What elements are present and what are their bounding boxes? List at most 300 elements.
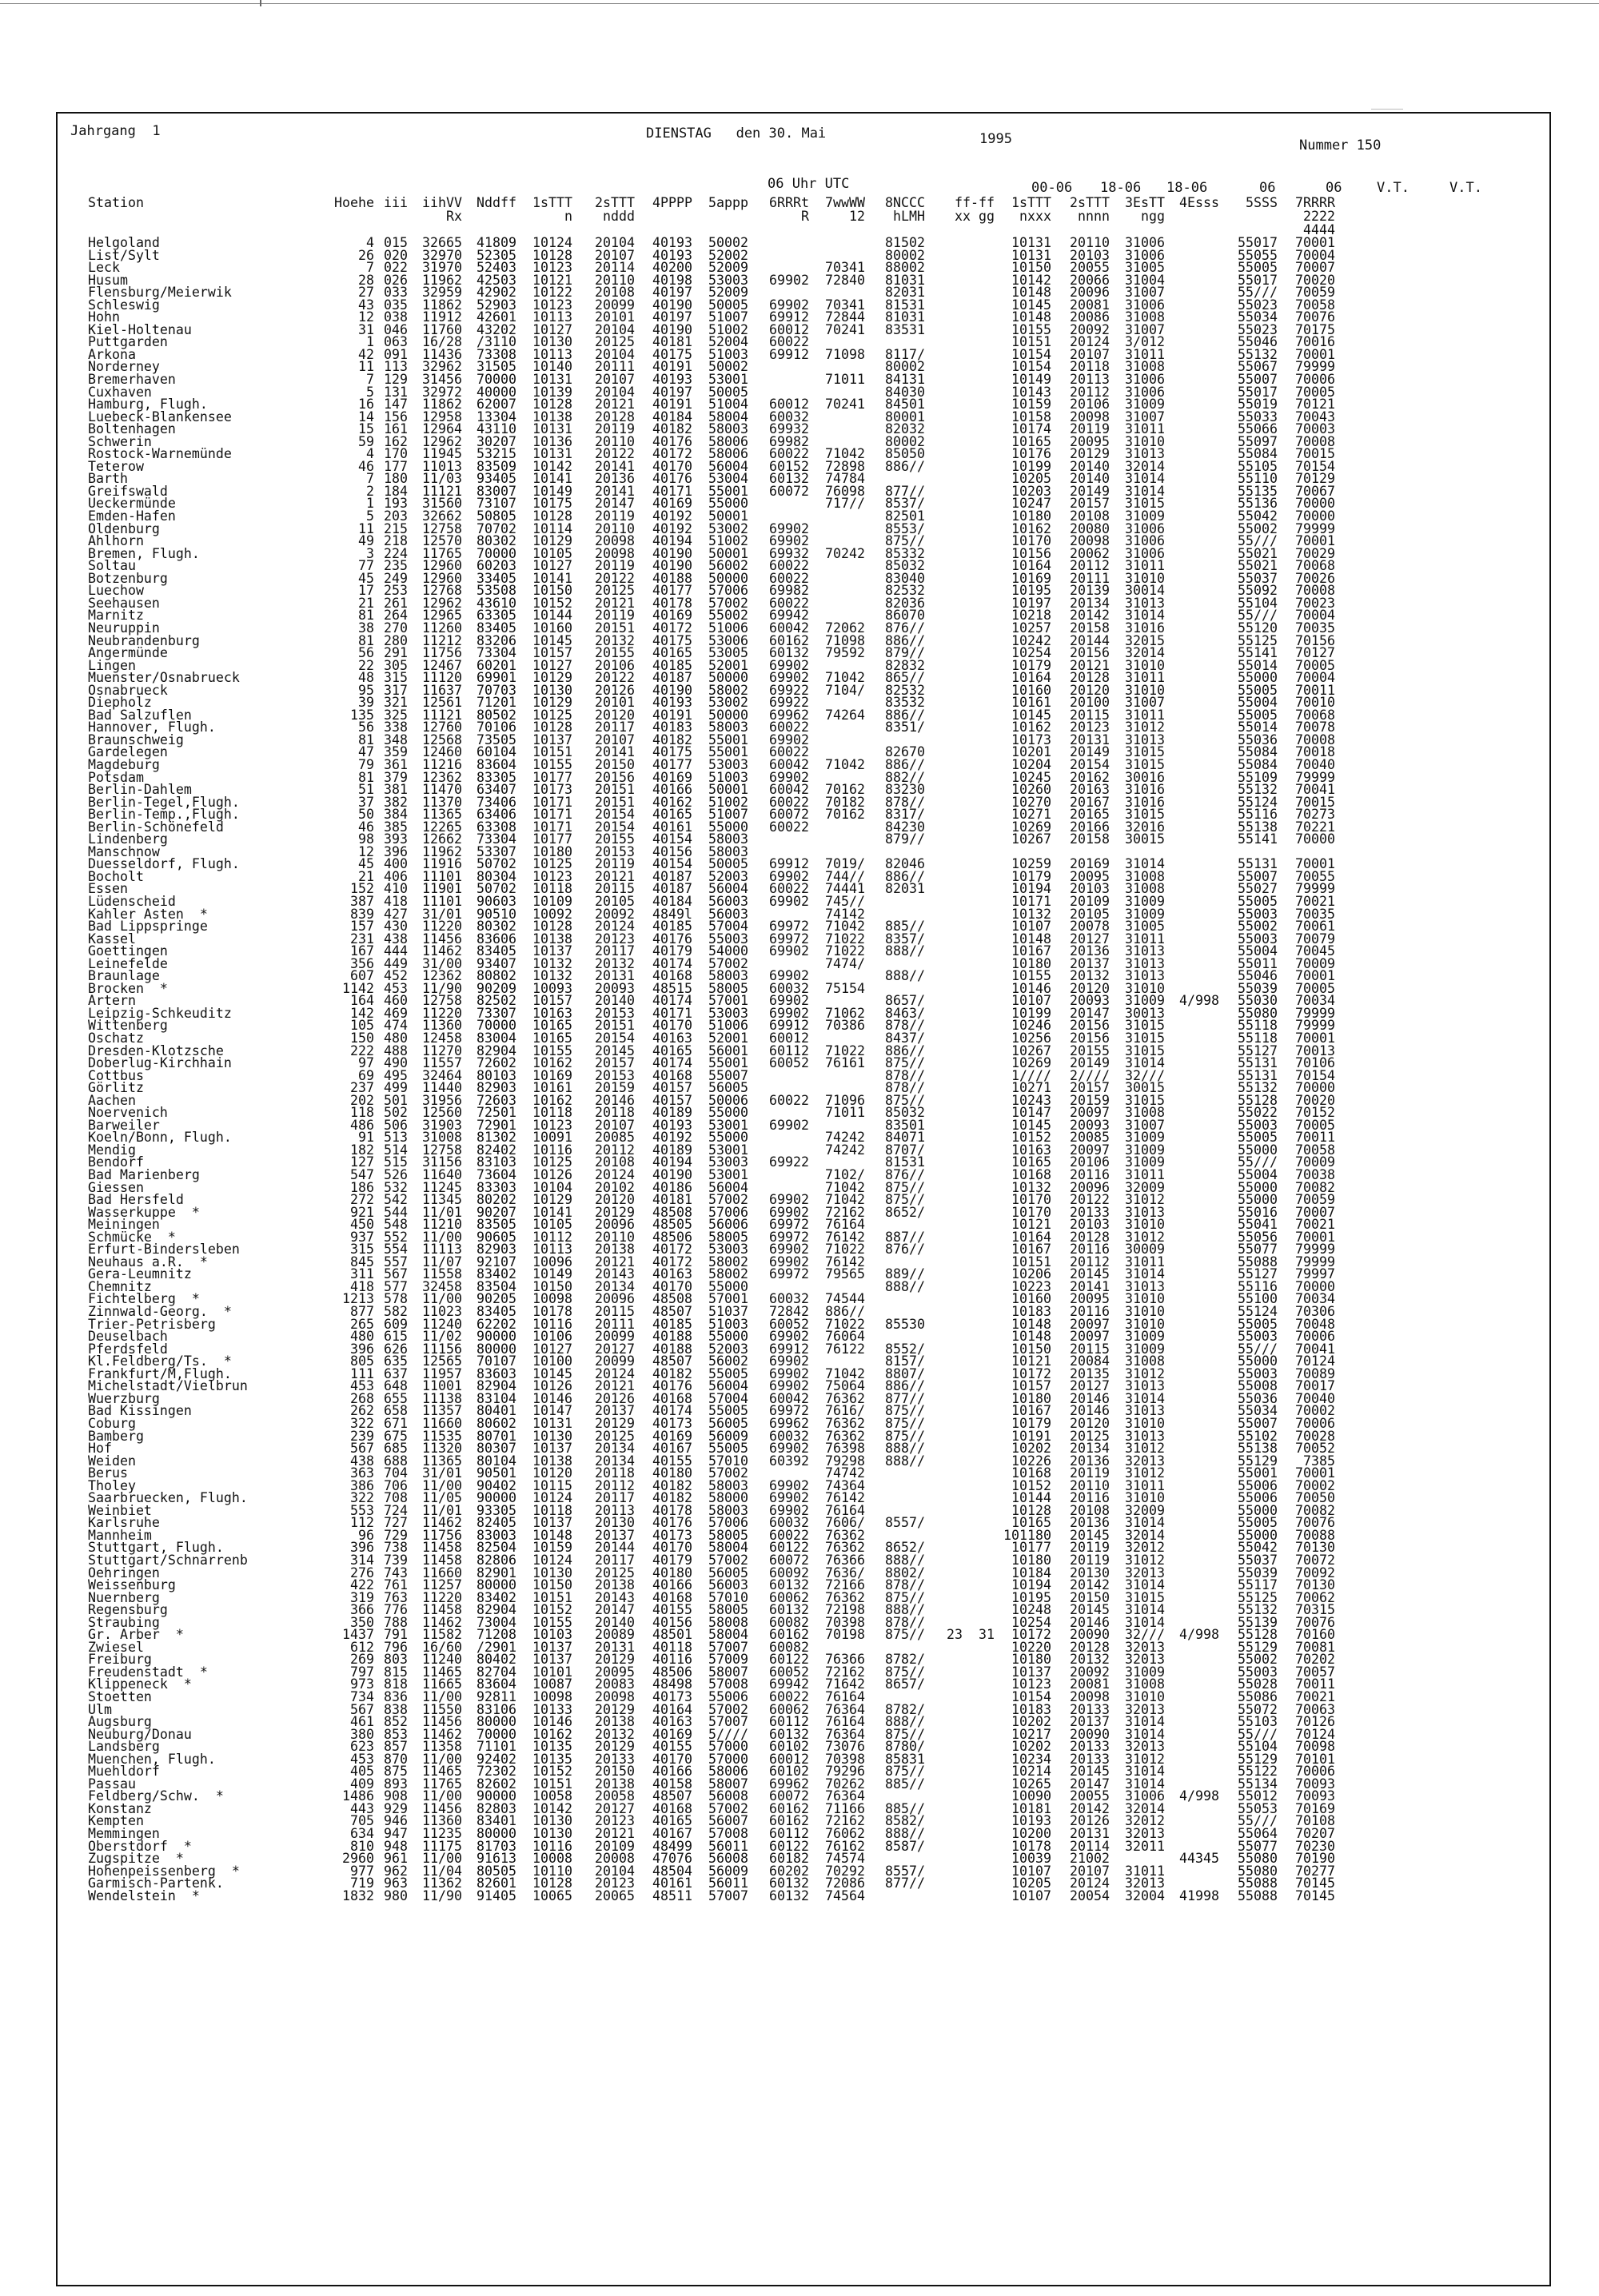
cell-e3: 32012 [1125,1540,1165,1556]
cell-hoehe: 634 [350,1826,374,1841]
cell-n8: 875// [885,533,925,549]
cell-w7: 76164 [825,1217,865,1233]
cell-t1: 10137 [532,731,572,747]
cell-r7: 70058 [1295,297,1335,313]
cell-iihvv: 12964 [422,421,462,437]
cell-t1: 10122 [532,285,572,301]
cell-mx1: 10267 [1011,1042,1051,1058]
cell-r6: 69902 [769,1192,809,1208]
cell-station: Frankfurt/M,Flugh. [88,1365,232,1381]
cell-a5: 55003 [708,931,748,947]
cell-mx1: 10217 [1011,1726,1051,1742]
cell-r7: 70273 [1295,807,1335,823]
cell-mx2: 20159 [1070,1092,1110,1108]
cell-mx2: 20120 [1070,1415,1110,1431]
cell-w7: 70198 [825,1627,865,1643]
cell-mx1: 10205 [1011,1875,1051,1891]
cell-s5: 55002 [1238,919,1278,935]
cell-t1: 10173 [532,782,572,798]
cell-w7: 76364 [825,1726,865,1742]
cell-iihvv: 11120 [422,670,462,686]
cell-n8: 878// [885,1577,925,1593]
cell-a5: 53001 [708,1117,748,1133]
cell-e3: 31006 [1125,520,1165,536]
cell-r7: 70079 [1295,931,1335,947]
cell-r6: 69962 [769,1776,809,1792]
cell-n8: 8537/ [885,496,925,512]
cell-mx2: 20095 [1070,433,1110,449]
cell-mx1: 10194 [1011,881,1051,897]
cell-mx1: 10155 [1011,321,1051,337]
cell-mx2: 20142 [1070,1577,1110,1593]
cell-t2: 20099 [595,297,635,313]
cell-station: Weinbiet [88,1502,152,1518]
cell-e3: 31007 [1125,695,1165,711]
cell-iii: 578 [384,1291,408,1307]
cell-w7: 717// [825,496,865,512]
cell-mx1: 10151 [1011,334,1051,350]
cell-station: Erfurt-Bindersleben [88,1242,240,1258]
cell-s5: 55102 [1238,1428,1278,1444]
cell-r6: 69902 [769,968,809,984]
cell-iihvv: 11465 [422,1664,462,1680]
cell-s5: 55141 [1238,645,1278,661]
cell-station: Aachen [88,1092,136,1108]
cell-iihvv: 11456 [422,931,462,947]
cell-a5: 56005 [708,1080,748,1096]
page-top-tick [260,0,261,6]
cell-t2: 20120 [595,1192,635,1208]
cell-t1: 10146 [532,1390,572,1406]
cell-w7: 79298 [825,1453,865,1469]
cell-r7: 79999 [1295,881,1335,897]
cell-nddff: 90205 [477,1291,516,1307]
cell-mx2: 20080 [1070,520,1110,536]
cell-mx1: 10195 [1011,583,1051,599]
cell-r7: 70002 [1295,1403,1335,1419]
cell-t2: 20107 [595,731,635,747]
cell-a5: 55000 [708,1329,748,1345]
cell-station: Oehringen [88,1565,160,1580]
cell-station: Gardelegen [88,744,168,760]
cell-mx1: 10176 [1011,446,1051,462]
cell-w7: 71042 [825,919,865,935]
cell-t2: 20098 [595,545,635,561]
cell-n8: 875// [885,1627,925,1643]
cell-r6: 69902 [769,731,809,747]
cell-p4: 40178 [652,1502,692,1518]
cell-a5: 56002 [708,1353,748,1369]
cell-station: Weissenburg [88,1577,176,1593]
cell-p4: 40193 [652,247,692,263]
cell-a5: 56004 [708,1378,748,1394]
cell-station: Karlsruhe [88,1515,160,1531]
cell-iihvv: 12560 [422,1105,462,1121]
cell-station: Flensburg/Meierwik [88,285,232,301]
cell-iii: 635 [384,1353,408,1369]
cell-a5: 50002 [708,359,748,375]
cell-mx1: 10271 [1011,807,1051,823]
cell-mx1: 10269 [1011,1055,1051,1071]
cell-e3: 32014 [1125,645,1165,661]
cell-p4: 40188 [652,1341,692,1357]
cell-mx1: 10107 [1011,1863,1051,1879]
cell-mx2: 20085 [1070,1130,1110,1146]
cell-r7: 70306 [1295,1304,1335,1320]
cell-hoehe: 239 [350,1428,374,1444]
cell-hoehe: 405 [350,1764,374,1780]
cell-mx2: 20112 [1070,384,1110,400]
cell-mx2: 20158 [1070,831,1110,847]
cell-r6: 69902 [769,533,809,549]
cell-station: Nuernberg [88,1589,160,1605]
cell-mx2: 20156 [1070,1030,1110,1046]
cell-nddff: /3110 [477,334,516,350]
cell-hoehe: 319 [350,1589,374,1605]
cell-mx2: 20097 [1070,1142,1110,1158]
cell-r7: 70169 [1295,1800,1335,1816]
cell-iihvv: 32959 [422,285,462,301]
cell-p4: 40193 [652,372,692,388]
cell-mx1: 10269 [1011,819,1051,835]
cell-p4: 40168 [652,1589,692,1605]
cell-w7: 79592 [825,645,865,661]
cell-iihvv: 31456 [422,372,462,388]
cell-iihvv: 11901 [422,881,462,897]
cell-station: Hohenpeissenberg * [88,1863,240,1879]
cell-nddff: 71201 [477,695,516,711]
cell-mx2: 20097 [1070,1329,1110,1345]
cell-mx1: 10193 [1011,1813,1051,1829]
cell-s5: 55023 [1238,321,1278,337]
cell-mx2: 20113 [1070,372,1110,388]
cell-e3: 31008 [1125,359,1165,375]
cell-w7: 70242 [825,545,865,561]
cell-hoehe: 111 [350,1365,374,1381]
cell-nddff: 53508 [477,583,516,599]
cell-iihvv: 11/00 [422,1291,462,1307]
cell-iihvv: 11862 [422,297,462,313]
cell-s5: 55104 [1238,1739,1278,1755]
header-t2: 2sTTT [595,195,635,210]
cell-p4: 40163 [652,1714,692,1730]
cell-mx2: 20167 [1070,794,1110,810]
cell-iihvv: 11101 [422,868,462,884]
cell-iii: 131 [384,384,408,400]
cell-nddff: 43610 [477,595,516,611]
cell-s5: 55086 [1238,1688,1278,1704]
cell-station: Chemnitz [88,1278,152,1294]
cell-mx2: 20127 [1070,931,1110,947]
cell-iihvv: 11458 [422,1602,462,1618]
cell-p4: 40179 [652,1552,692,1568]
cell-mx1: 10200 [1011,1826,1051,1841]
cell-t1: 10065 [532,1887,572,1903]
cell-iii: 203 [384,508,408,524]
cell-nddff: 82601 [477,1875,516,1891]
cell-e3: 31009 [1125,508,1165,524]
cell-e3: 32/// [1125,1067,1165,1083]
cell-r7: 70093 [1295,1776,1335,1792]
cell-iii: 706 [384,1477,408,1493]
cell-hoehe: 262 [350,1403,374,1419]
cell-iii: 253 [384,583,408,599]
cell-r6: 60122 [769,1838,809,1854]
cell-p4: 40165 [652,1042,692,1058]
cell-s5: 55132 [1238,346,1278,362]
cell-p4: 40172 [652,1242,692,1258]
cell-iihvv: 31156 [422,1154,462,1170]
cell-mx2: 20157 [1070,496,1110,512]
cell-r7: 70076 [1295,1614,1335,1630]
cell-r6: 60032 [769,1291,809,1307]
cell-w7: 70398 [825,1751,865,1767]
cell-iihvv: 11462 [422,1726,462,1742]
cell-n8: 85332 [885,545,925,561]
cell-w7: 7019/ [825,856,865,872]
cell-iii: 582 [384,1304,408,1320]
cell-e3: 31010 [1125,1688,1165,1704]
header-n8: 8NCCC [885,195,925,210]
cell-t1: 10155 [532,1614,572,1630]
cell-mx1: 10204 [1011,756,1051,772]
cell-a5: 51006 [708,620,748,636]
cell-t1: 10178 [532,1304,572,1320]
cell-nddff: 40000 [477,384,516,400]
cell-a5: 57002 [708,1465,748,1481]
cell-hoehe: 2960 [342,1851,374,1867]
cell-e3: 31014 [1125,1602,1165,1618]
cell-t1: 10169 [532,1067,572,1083]
cell-station: Gr. Arber * [88,1627,184,1643]
cell-w7: 71042 [825,1179,865,1195]
cell-a5: 50006 [708,1092,748,1108]
cell-s5: 55056 [1238,1229,1278,1245]
cell-hoehe: 356 [350,955,374,971]
cell-mx1: 10195 [1011,1589,1051,1605]
cell-nddff: 33405 [477,570,516,586]
cell-mx2: 20145 [1070,1527,1110,1543]
cell-a5: 53002 [708,520,748,536]
cell-a5: 5//// [708,1726,748,1742]
cell-mx1: 10107 [1011,993,1051,1009]
cell-p4: 40156 [652,843,692,859]
cell-r7: 70008 [1295,731,1335,747]
cell-mx2: 20132 [1070,968,1110,984]
cell-e3: 30014 [1125,583,1165,599]
cell-mx1: 10174 [1011,421,1051,437]
cell-iihvv: 12958 [422,409,462,425]
cell-r7: 70000 [1295,496,1335,512]
cell-r7: 70006 [1295,372,1335,388]
cell-s5: 55080 [1238,1851,1278,1867]
cell-station: Ueckermünde [88,496,176,512]
cell-a5: 56009 [708,1428,748,1444]
cell-mx1: 10145 [1011,707,1051,723]
cell-mx1: 10181 [1011,1800,1051,1816]
cell-iii: 526 [384,1167,408,1183]
cell-w7: 73076 [825,1739,865,1755]
cell-r6: 60072 [769,1552,809,1568]
cell-t1: 10171 [532,807,572,823]
cell-hoehe: 237 [350,1080,374,1096]
cell-iihvv: 11/07 [422,1254,462,1270]
cell-r6: 69942 [769,608,809,624]
cell-hoehe: 719 [350,1875,374,1891]
cell-t1: 10121 [532,272,572,288]
cell-hoehe: 366 [350,1602,374,1618]
cell-e3: 32013 [1125,1739,1165,1755]
cell-a5: 58004 [708,409,748,425]
cell-a5: 58007 [708,1776,748,1792]
cell-e4: 4/998 [1179,1627,1219,1643]
cell-s5: 55017 [1238,272,1278,288]
cell-mx2: 20133 [1070,1739,1110,1755]
cell-iihvv: 11640 [422,1167,462,1183]
cell-mx1: 10090 [1011,1788,1051,1804]
cell-t2: 20092 [595,906,635,922]
cell-t1: 10141 [532,570,572,586]
cell-r6: 69972 [769,1229,809,1245]
cell-t2: 20096 [595,1291,635,1307]
cell-station: Kiel-Holtenau [88,321,192,337]
cell-t2: 20125 [595,583,635,599]
cell-p4: 40164 [652,1701,692,1717]
cell-p4: 40182 [652,1490,692,1506]
cell-station: Leck [88,260,120,276]
cell-r6: 69902 [769,1502,809,1518]
cell-hoehe: 81 [358,608,374,624]
cell-station: Zwiesel [88,1639,144,1655]
cell-t2: 20129 [595,1415,635,1431]
cell-station: Lingen [88,657,136,673]
cell-e3: 31010 [1125,980,1165,996]
cell-station: Stuttgart, Flugh. [88,1540,224,1556]
header-e4: 4Esss [1179,195,1219,210]
cell-mx1: 10121 [1011,1353,1051,1369]
cell-mx1: 10180 [1011,1652,1051,1668]
cell-r7: 70062 [1295,1589,1335,1605]
cell-s5: 55042 [1238,1540,1278,1556]
cell-w7: 76362 [825,1540,865,1556]
cell-r7: 70016 [1295,334,1335,350]
cell-t2: 20121 [595,868,635,884]
cell-iii: 474 [384,1018,408,1034]
cell-mx2: 20142 [1070,1800,1110,1816]
cell-iii: 046 [384,321,408,337]
cell-w7: 74142 [825,906,865,922]
cell-t1: 10128 [532,919,572,935]
cell-hoehe: 81 [358,769,374,785]
cell-e4: 4/998 [1179,993,1219,1009]
cell-p4: 40197 [652,309,692,325]
cell-e3: 31013 [1125,943,1165,959]
cell-p4: 40190 [652,297,692,313]
cell-r6: 72842 [769,1304,809,1320]
cell-r7: 70092 [1295,1565,1335,1580]
cell-nddff: 83402 [477,1589,516,1605]
cell-a5: 57002 [708,1701,748,1717]
cell-station: Kahler Asten * [88,906,208,922]
cell-station: Bocholt [88,868,144,884]
cell-r6: 69922 [769,1154,809,1170]
cell-station: Hohn [88,309,120,325]
cell-station: Feldberg/Schw. * [88,1788,224,1804]
cell-hoehe: 96 [358,1527,374,1543]
cell-station: Leinefelde [88,955,168,971]
cell-iii: 658 [384,1403,408,1419]
cell-hoehe: 21 [358,868,374,884]
cell-t1: 10128 [532,508,572,524]
cell-nddff: 42902 [477,285,516,301]
cell-s5: 55080 [1238,1863,1278,1879]
cell-e3: 3/012 [1125,334,1165,350]
cell-hoehe: 48 [358,670,374,686]
cell-mx2: 20133 [1070,1204,1110,1220]
cell-t1: 10112 [532,1229,572,1245]
cell-s5: 55064 [1238,1826,1278,1841]
cell-t1: 10142 [532,458,572,474]
cell-mx2: 20149 [1070,483,1110,499]
cell-s5: 55131 [1238,856,1278,872]
cell-iii: 729 [384,1527,408,1543]
cell-iii: 170 [384,446,408,462]
cell-t2: 20129 [595,1204,635,1220]
cell-a5: 53005 [708,645,748,661]
cell-a5: 56011 [708,1875,748,1891]
cell-mx1: 10160 [1011,1291,1051,1307]
cell-mx1: 10132 [1011,1179,1051,1195]
cell-station: Oldenburg [88,520,160,536]
cell-nddff: 92402 [477,1751,516,1767]
cell-r7: 70029 [1295,545,1335,561]
cell-t2: 20098 [595,1688,635,1704]
cell-iii: 739 [384,1552,408,1568]
cell-r7: 70145 [1295,1875,1335,1891]
cell-mx1: 10150 [1011,260,1051,276]
cell-mx1: 10148 [1011,1329,1051,1345]
cell-iihvv: 11156 [422,1341,462,1357]
cell-r7: 70126 [1295,1714,1335,1730]
cell-iii: 704 [384,1465,408,1481]
cell-e3: 31014 [1125,1390,1165,1406]
cell-station: Bad Salzuflen [88,707,192,723]
cell-s5: 55039 [1238,1565,1278,1580]
cell-w7: 70398 [825,1614,865,1630]
cell-s5: 55042 [1238,508,1278,524]
cell-iii: 147 [384,397,408,413]
cell-iihvv: 11916 [422,856,462,872]
cell-n8: 875// [885,1192,925,1208]
cell-nddff: 72901 [477,1117,516,1133]
cell-e3: 32013 [1125,1565,1165,1580]
cell-r6: 60012 [769,1751,809,1767]
header-e3: 3EsTT [1125,195,1165,210]
cell-iii: 542 [384,1192,408,1208]
cell-s5: 55131 [1238,1067,1278,1083]
cell-p4: 40191 [652,707,692,723]
cell-a5: 53001 [708,1142,748,1158]
cell-s5: 55006 [1238,1477,1278,1493]
cell-e3: 31006 [1125,384,1165,400]
cell-p4: 40154 [652,856,692,872]
cell-t2: 20132 [595,955,635,971]
cell-mx2: 20140 [1070,471,1110,487]
cell-iii: 857 [384,1739,408,1755]
cell-w7: 72844 [825,309,865,325]
cell-station: Zugspitze * [88,1851,184,1867]
cell-r7: 70001 [1295,1030,1335,1046]
